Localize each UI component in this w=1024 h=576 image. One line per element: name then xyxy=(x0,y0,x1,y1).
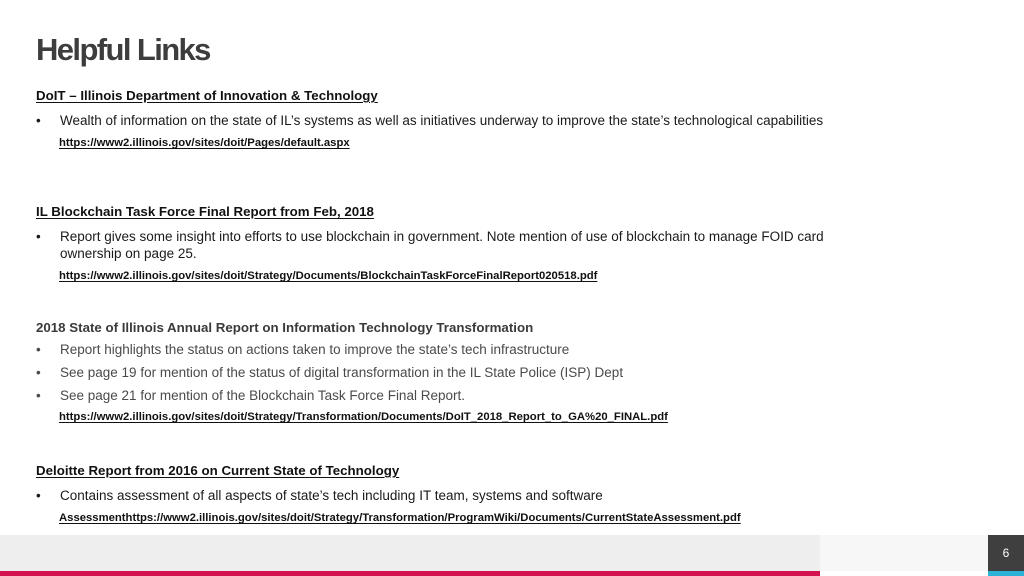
section-annual-report xyxy=(36,320,856,425)
bullet-icon: • xyxy=(36,488,41,503)
list-item-text: Contains assessment of all aspects of state’s tech including IT team, systems and software xyxy=(60,488,603,503)
bullet-icon: • xyxy=(36,113,41,128)
page-number: 6 xyxy=(988,535,1024,571)
slide-title: Helpful Links xyxy=(36,32,210,67)
section-deloitte xyxy=(36,463,856,526)
section-doit xyxy=(36,88,856,151)
footer-band xyxy=(0,535,820,571)
list-item-text: Wealth of information on the state of IL’s systems as well as initiatives underway to improve the state’s technological capabilities xyxy=(60,113,824,128)
link-annual-report[interactable]: https://www2.illinois.gov/sites/doit/Strategy/Transformation/Documents/DoIT_2018_Report_to_GA%20_FINAL.pdf xyxy=(59,411,668,423)
section-blockchain xyxy=(36,204,856,284)
link-doit-default[interactable]: https://www2.illinois.gov/sites/doit/Pages/default.aspx xyxy=(59,137,350,149)
bullet-icon: • xyxy=(36,388,41,403)
bullet-icon: • xyxy=(36,229,41,244)
bullet-icon: • xyxy=(36,342,41,357)
bullet-list xyxy=(36,112,856,129)
bullet-list xyxy=(36,228,856,262)
list-item-text: Report gives some insight into efforts to use blockchain in government. Note mention of use of blockchain to manage FOID card ownership on page 25. xyxy=(60,229,824,261)
list-item xyxy=(36,228,856,262)
section-heading: IL Blockchain Task Force Final Report from Feb, 2018 xyxy=(36,204,374,219)
footer-accent-bar xyxy=(0,571,820,576)
list-item xyxy=(36,487,856,504)
bullet-icon: • xyxy=(36,365,41,380)
bullet-list xyxy=(36,341,856,404)
list-item xyxy=(36,387,856,404)
list-item-text: See page 21 for mention of the Blockchain Task Force Final Report. xyxy=(60,388,465,403)
section-heading: DoIT – Illinois Department of Innovation & Technology xyxy=(36,88,378,103)
list-item-text: Report highlights the status on actions taken to improve the state’s tech infrastructure xyxy=(60,342,570,357)
link-blockchain-report[interactable]: https://www2.illinois.gov/sites/doit/Strategy/Documents/BlockchainTaskForceFinalReport020518.pdf xyxy=(59,270,598,282)
footer-band-light xyxy=(820,535,988,571)
bullet-list xyxy=(36,487,856,504)
list-item xyxy=(36,364,856,381)
list-item-text: See page 19 for mention of the status of digital transformation in the IL State Police (ISP) Dept xyxy=(60,365,624,380)
list-item xyxy=(36,112,856,129)
link-deloitte-assessment[interactable]: Assessmenthttps://www2.illinois.gov/sites/doit/Strategy/Transformation/ProgramWiki/Documents/CurrentStateAssessment.pdf xyxy=(59,512,741,524)
list-item xyxy=(36,341,856,358)
footer-accent-bar-teal xyxy=(988,571,1024,576)
section-heading: Deloitte Report from 2016 on Current State of Technology xyxy=(36,463,400,478)
section-heading: 2018 State of Illinois Annual Report on Information Technology Transformation xyxy=(36,320,534,335)
